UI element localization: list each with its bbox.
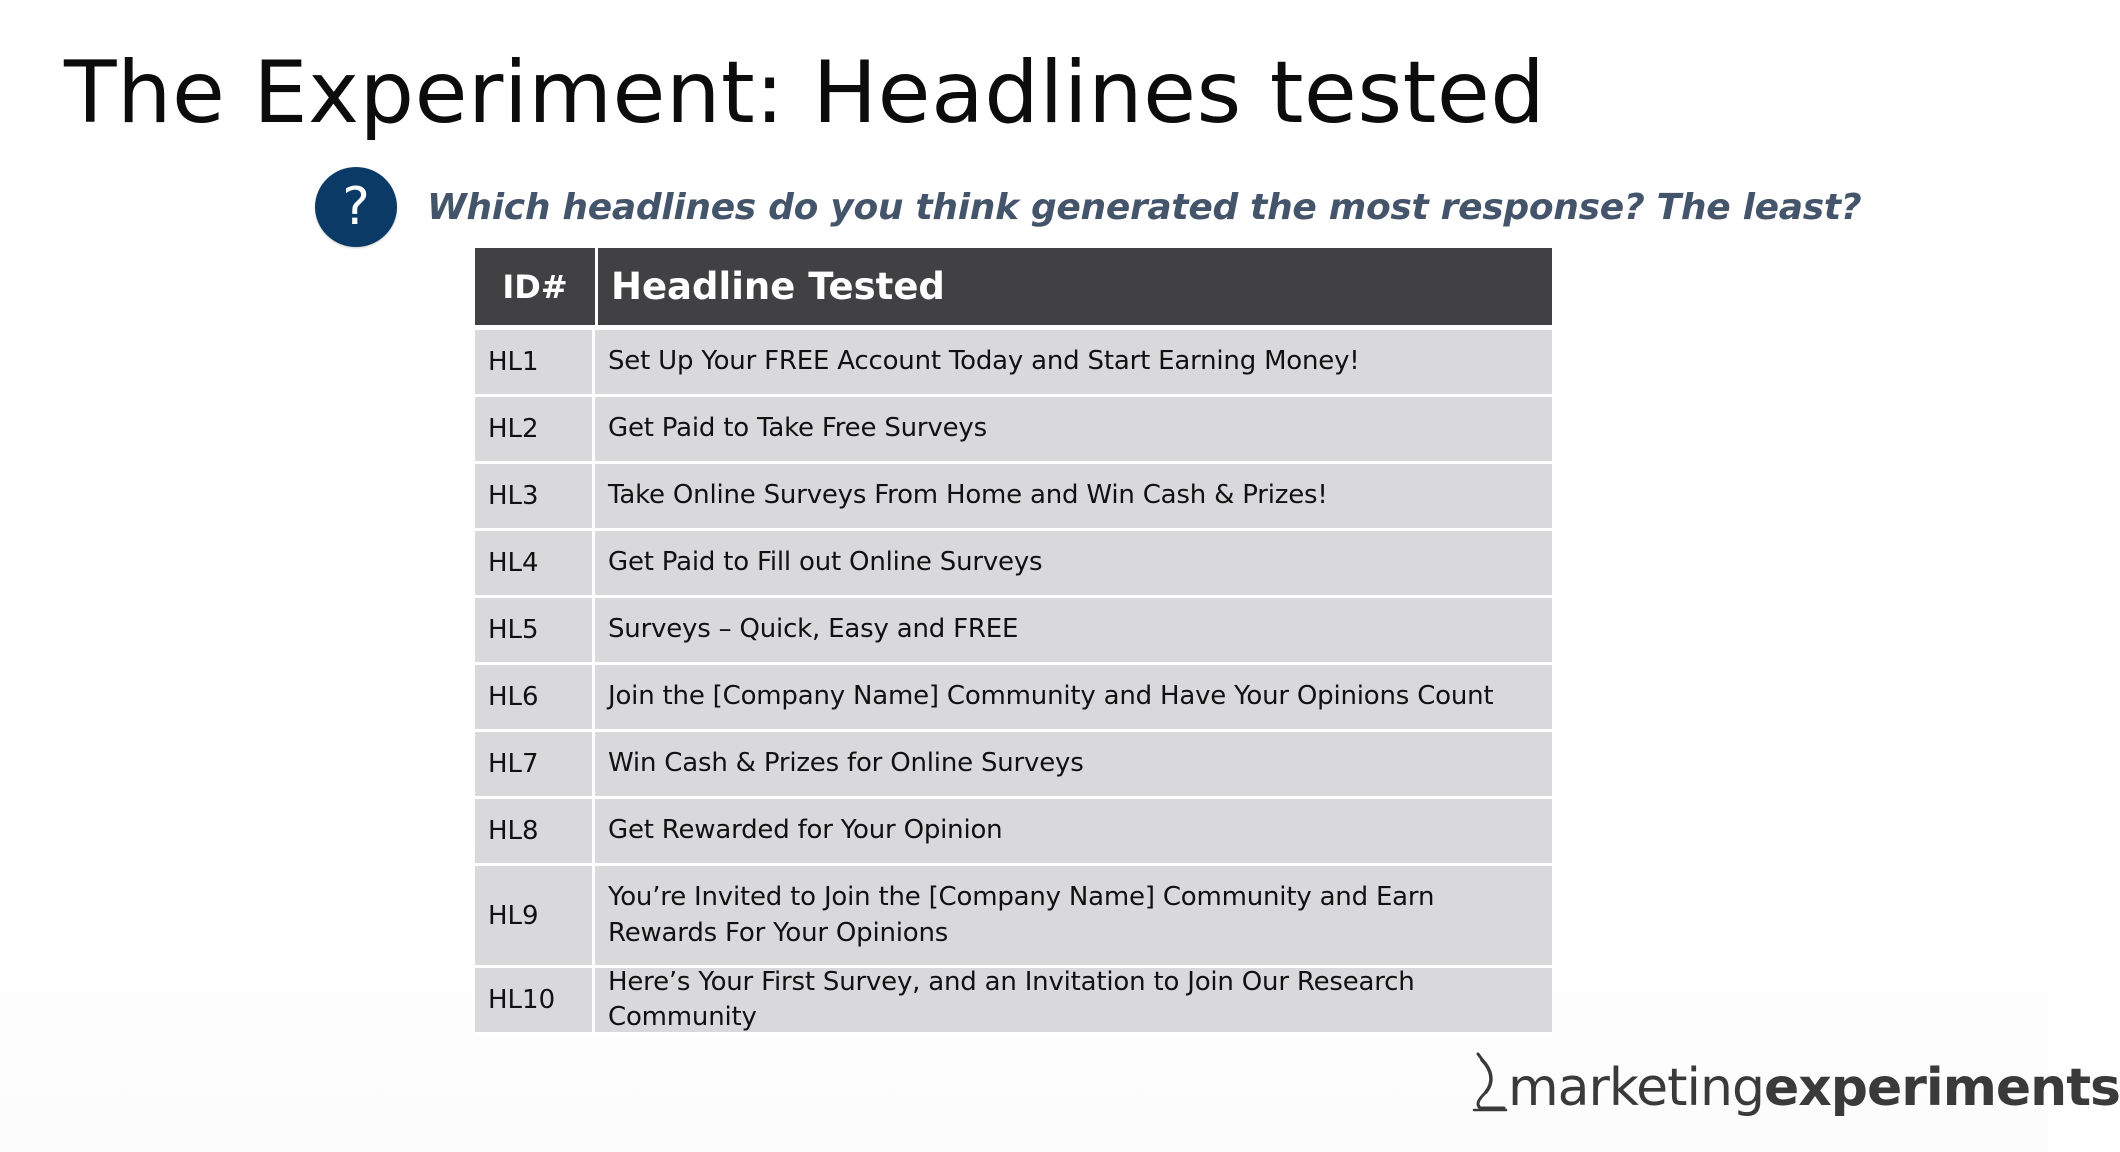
row-id: HL3 xyxy=(475,464,595,528)
marketing-experiments-logo xyxy=(1468,1052,2120,1118)
row-headline: Surveys – Quick, Easy and FREE xyxy=(608,614,1019,645)
table-row xyxy=(475,531,1552,598)
row-id: HL5 xyxy=(475,598,595,662)
row-headline: Get Rewarded for Your Opinion xyxy=(608,815,1003,846)
question-mark-glyph: ? xyxy=(342,177,370,237)
row-headline: Get Paid to Fill out Online Surveys xyxy=(608,547,1043,578)
question-mark-icon xyxy=(315,167,397,247)
microscope-icon xyxy=(1468,1052,1508,1114)
logo-text-marketing: marketing xyxy=(1508,1058,1764,1118)
row-headline: Here’s Your First Survey, and an Invitation to Join Our Research Community xyxy=(608,966,1415,1032)
row-id: HL7 xyxy=(475,732,595,796)
table-header-row xyxy=(475,248,1552,325)
row-id: HL10 xyxy=(475,968,595,1032)
row-headline: Get Paid to Take Free Surveys xyxy=(608,413,987,444)
row-headline: Join the [Company Name] Community and Have Your Opinions Count xyxy=(608,681,1494,712)
table-row xyxy=(475,732,1552,799)
table-row xyxy=(475,799,1552,866)
row-id: HL2 xyxy=(475,397,595,461)
row-headline: Take Online Surveys From Home and Win Cash & Prizes! xyxy=(608,480,1328,511)
row-id: HL9 xyxy=(475,866,595,965)
row-id: HL4 xyxy=(475,531,595,595)
table-row xyxy=(475,598,1552,665)
headlines-table xyxy=(475,248,1552,1035)
table-row xyxy=(475,397,1552,464)
table-row xyxy=(475,665,1552,732)
row-headline: Set Up Your FREE Account Today and Start Earning Money! xyxy=(608,346,1360,377)
table-row xyxy=(475,968,1552,1035)
header-id: ID# xyxy=(475,248,598,325)
table-row xyxy=(475,866,1552,968)
row-headline: Win Cash & Prizes for Online Surveys xyxy=(608,748,1084,779)
row-headline: You’re Invited to Join the [Company Name] Community and Earn Rewards For Your Opinions xyxy=(608,882,1435,948)
row-id: HL1 xyxy=(475,330,595,394)
slide-title: The Experiment: Headlines tested xyxy=(64,43,1546,143)
table-row xyxy=(475,330,1552,397)
logo-text-experiments: experiments xyxy=(1763,1058,2120,1118)
row-id: HL8 xyxy=(475,799,595,863)
question-row xyxy=(315,167,1861,247)
row-id: HL6 xyxy=(475,665,595,729)
table-row xyxy=(475,464,1552,531)
question-text: Which headlines do you think generated the most response? The least? xyxy=(427,186,1862,228)
header-headline: Headline Tested xyxy=(611,265,945,308)
